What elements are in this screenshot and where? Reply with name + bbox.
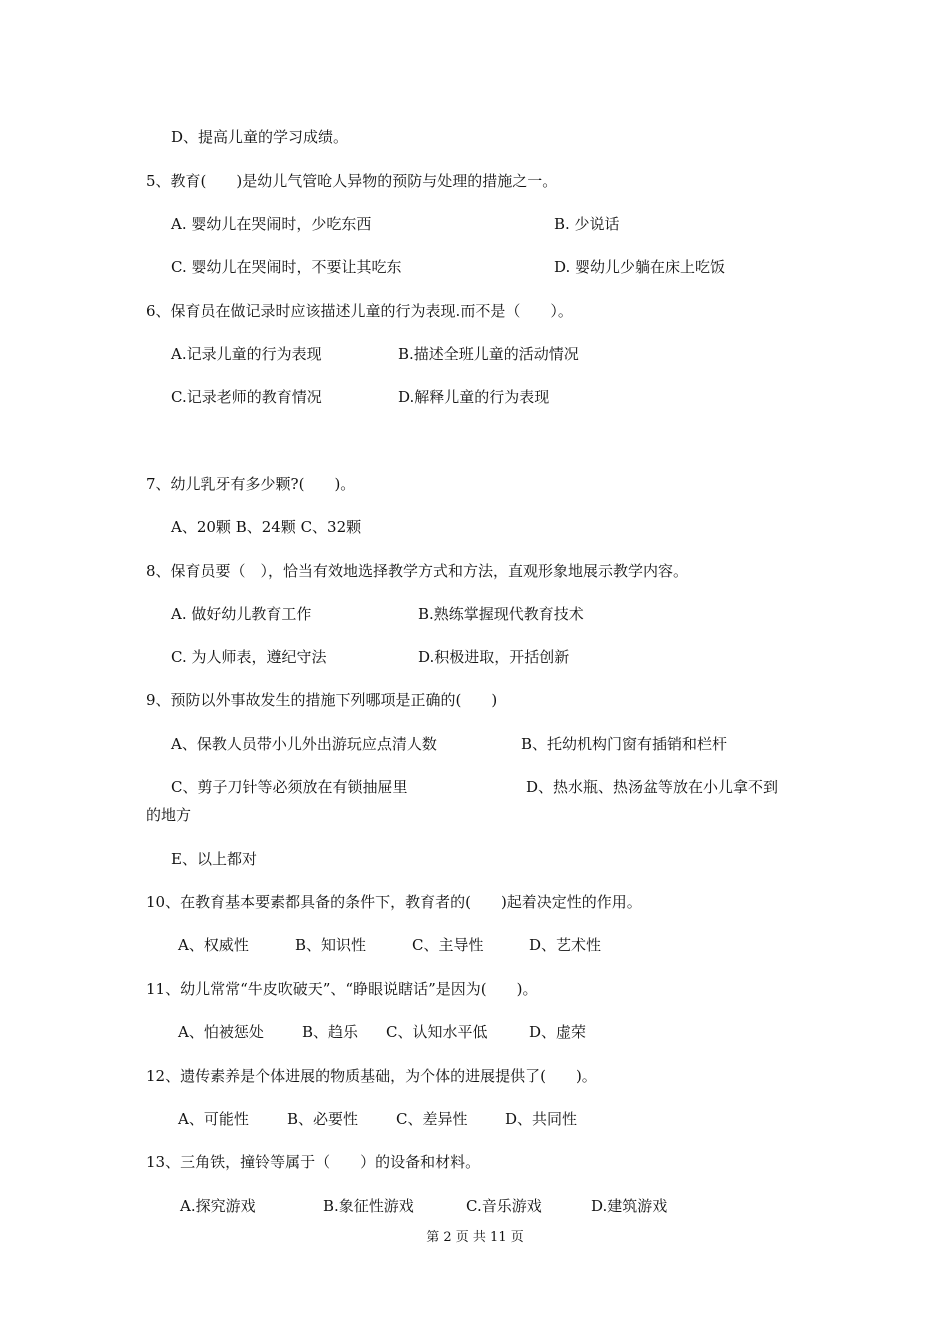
q11-option-a: A、怕被惩处 xyxy=(178,1023,264,1041)
q6-option-d: D.解释儿童的行为表现 xyxy=(398,388,550,406)
q12-option-b: B、必要性 xyxy=(287,1110,359,1128)
q9-option-d-continued: 的地方 xyxy=(146,806,192,824)
q11-option-d: D、虚荣 xyxy=(529,1023,587,1041)
q7-options: A、20颗 B、24颗 C、32颗 xyxy=(171,518,362,536)
q11-option-b: B、趋乐 xyxy=(302,1023,359,1041)
q9-option-e: E、以上都对 xyxy=(171,850,257,868)
q5-option-c: C. 婴幼儿在哭闹时，不要让其吃东 xyxy=(171,258,402,276)
q5-option-a: A. 婴幼儿在哭闹时，少吃东西 xyxy=(171,215,372,233)
q7-stem: 7、幼儿乳牙有多少颗?( )。 xyxy=(146,475,356,493)
q9-option-d: D、热水瓶、热汤盆等放在小儿拿不到 xyxy=(526,778,779,796)
q13-option-b: B.象征性游戏 xyxy=(323,1197,414,1215)
q13-option-a: A.探究游戏 xyxy=(180,1197,256,1215)
q8-option-a: A. 做好幼儿教育工作 xyxy=(171,605,312,623)
q5-option-b: B. 少说话 xyxy=(554,215,620,233)
q6-stem: 6、保育员在做记录时应该描述儿童的行为表现.而不是（ ）。 xyxy=(146,302,573,320)
q4-option-d: D、提高儿童的学习成绩。 xyxy=(171,128,349,146)
page-number-footer: 第 2 页 共 11 页 xyxy=(426,1230,524,1245)
q10-option-c: C、主导性 xyxy=(412,936,484,954)
q8-stem: 8、保育员要（ ），恰当有效地选择教学方式和方法，直观形象地展示教学内容。 xyxy=(146,562,689,580)
q8-option-d: D.积极进取，开括创新 xyxy=(418,648,570,666)
q9-option-b: B、托幼机构门窗有插销和栏杆 xyxy=(521,735,728,753)
q9-option-c: C、剪子刀针等必须放在有锁抽屉里 xyxy=(171,778,408,796)
q5-stem: 5、教育( )是幼儿气管呛人异物的预防与处理的措施之一。 xyxy=(146,172,558,190)
q6-option-c: C.记录老师的教育情况 xyxy=(171,388,322,406)
q13-stem: 13、三角铁，撞铃等属于（ ）的设备和材料。 xyxy=(146,1153,481,1171)
q9-stem: 9、预防以外事故发生的措施下列哪项是正确的( ) xyxy=(146,691,498,709)
q13-option-c: C.音乐游戏 xyxy=(466,1197,542,1215)
q10-option-b: B、知识性 xyxy=(295,936,367,954)
q9-option-a: A、保教人员带小儿外出游玩应点清人数 xyxy=(171,735,437,753)
q5-option-d: D. 婴幼儿少躺在床上吃饭 xyxy=(554,258,726,276)
q12-stem: 12、遗传素养是个体进展的物质基础，为个体的进展提供了( )。 xyxy=(146,1067,597,1085)
q10-option-d: D、艺术性 xyxy=(529,936,602,954)
q13-option-d: D.建筑游戏 xyxy=(591,1197,668,1215)
q8-option-c: C. 为人师表，遵纪守法 xyxy=(171,648,327,666)
q8-option-b: B.熟练掌握现代教育技术 xyxy=(418,605,584,623)
q10-option-a: A、权威性 xyxy=(178,936,249,954)
q12-option-d: D、共同性 xyxy=(505,1110,578,1128)
q6-option-b: B.描述全班儿童的活动情况 xyxy=(398,345,579,363)
q10-stem: 10、在教育基本要素都具备的条件下，教育者的( )起着决定性的作用。 xyxy=(146,893,642,911)
q12-option-c: C、差异性 xyxy=(396,1110,468,1128)
q6-option-a: A.记录儿童的行为表现 xyxy=(171,345,322,363)
q11-option-c: C、认知水平低 xyxy=(386,1023,488,1041)
q12-option-a: A、可能性 xyxy=(178,1110,249,1128)
q11-stem: 11、幼儿常常“牛皮吹破天”、“睁眼说瞎话”是因为( )。 xyxy=(146,980,538,998)
